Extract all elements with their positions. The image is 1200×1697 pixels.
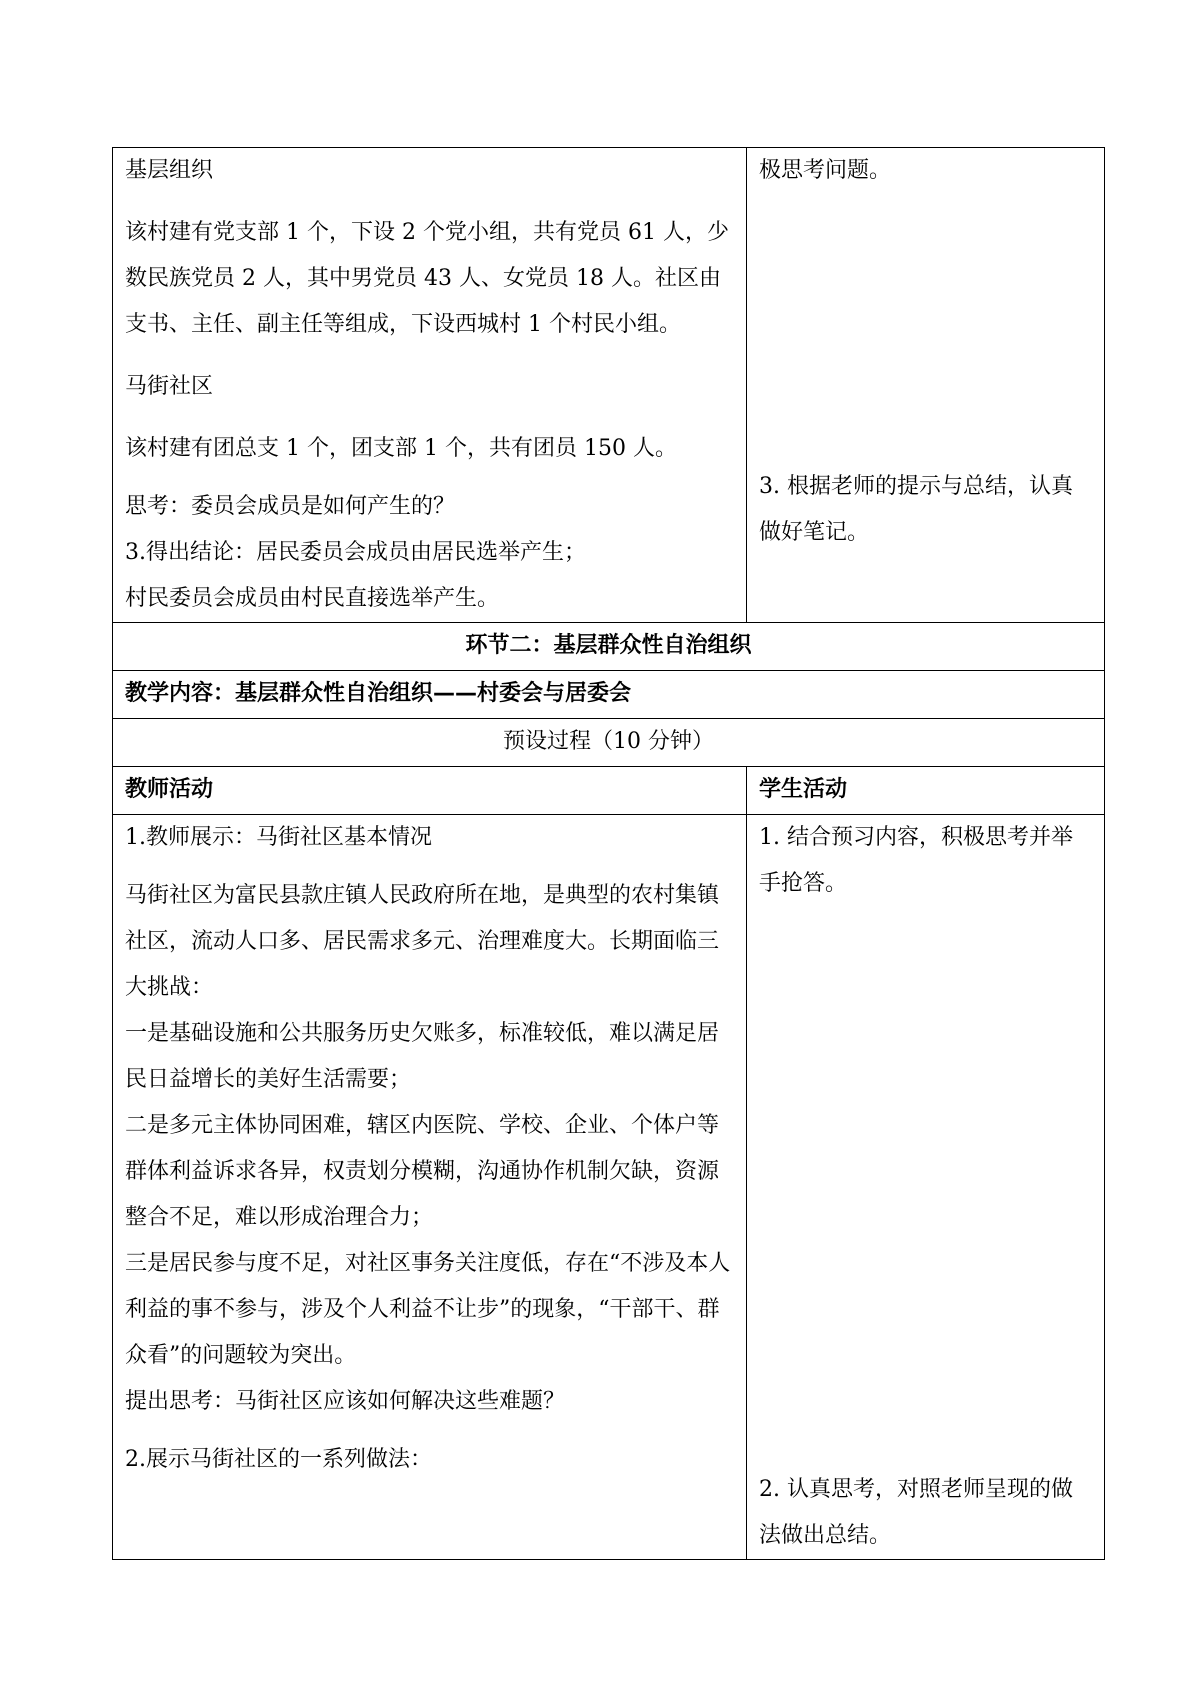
table-row xyxy=(113,623,1105,671)
table-row xyxy=(113,815,1105,1560)
teacher-item-1: 1.教师展示：马街社区基本情况 xyxy=(125,825,432,850)
league-branch-text: 该村建有团总支 1 个，团支部 1 个，共有团员 150 人。 xyxy=(125,436,677,461)
lesson-plan-page xyxy=(112,147,1104,1560)
party-branch-text: 该村建有党支部 1 个，下设 2 个党小组，共有党员 61 人，少数民族党员 2 人，其中男党员 43 人、女党员 18 人。社区由支书、主任、副主任等组成，下设西城村 1 个村民小组。 xyxy=(125,220,729,337)
table-row xyxy=(113,148,1105,623)
student-activity-cell xyxy=(747,148,1105,623)
student-text-2: 2. 认真思考，对照老师呈现的做法做出总结。 xyxy=(759,1477,1073,1548)
think-question: 思考：委员会成员是如何产生的？ xyxy=(125,494,456,519)
student-text-2: 3. 根据老师的提示与总结，认真做好笔记。 xyxy=(759,474,1073,545)
student-column-header: 学生活动 xyxy=(747,767,1105,815)
challenge-3: 三是居民参与度不足，对社区事务关注度低，存在“不涉及本人利益的事不参与，涉及个人利益不让步”的现象，“干部干、群众看”的问题较为突出。 xyxy=(125,1251,731,1368)
org-heading: 基层组织 xyxy=(125,158,214,183)
teaching-content: 教学内容：基层群众性自治组织——村委会与居委会 xyxy=(113,671,1105,719)
student-activity-cell xyxy=(747,815,1105,1560)
table-row xyxy=(113,719,1105,767)
section-title: 环节二：基层群众性自治组织 xyxy=(113,623,1105,671)
think-question: 提出思考：马街社区应该如何解决这些难题？ xyxy=(125,1389,566,1414)
process-title: 预设过程（10 分钟） xyxy=(113,719,1105,767)
teacher-column-header: 教师活动 xyxy=(113,767,747,815)
teacher-activity-cell xyxy=(113,815,747,1560)
challenge-1: 一是基础设施和公共服务历史欠账多，标准较低，难以满足居民日益增长的美好生活需要； xyxy=(125,1021,720,1092)
conclusion-line-1: 3.得出结论：居民委员会成员由居民选举产生； xyxy=(125,540,586,565)
teacher-activity-cell xyxy=(113,148,747,623)
student-text-1: 1. 结合预习内容，积极思考并举手抢答。 xyxy=(759,825,1073,896)
lesson-plan-table xyxy=(112,147,1105,1560)
table-row xyxy=(113,671,1105,719)
conclusion-line-2: 村民委员会成员由村民直接选举产生。 xyxy=(125,586,500,611)
community-heading: 马街社区 xyxy=(125,374,214,399)
challenge-2: 二是多元主体协同困难，辖区内医院、学校、企业、个体户等群体利益诉求各异，权责划分模糊，沟通协作机制欠缺，资源整合不足，难以形成治理合力； xyxy=(125,1113,720,1230)
community-intro: 马街社区为富民县款庄镇人民政府所在地，是典型的农村集镇社区，流动人口多、居民需求多元、治理难度大。长期面临三大挑战： xyxy=(125,883,720,1000)
teacher-item-2: 2.展示马街社区的一系列做法： xyxy=(125,1447,432,1472)
table-row xyxy=(113,767,1105,815)
student-text-1: 极思考问题。 xyxy=(759,158,892,183)
